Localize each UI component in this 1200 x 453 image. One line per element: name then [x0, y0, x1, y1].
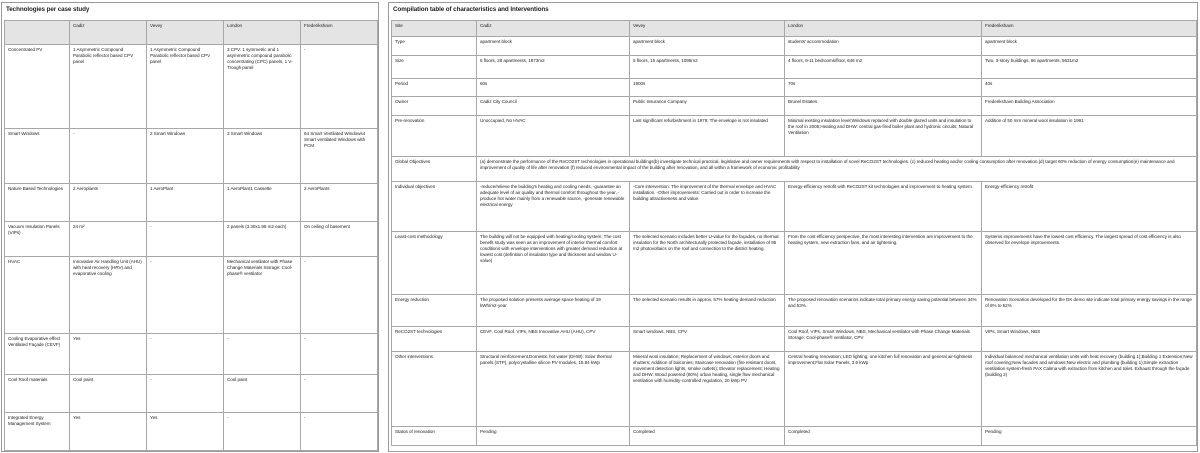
row-label: Size [392, 56, 477, 79]
table-cell: Yes [70, 334, 147, 375]
table-cell: 1 AeroPlant [147, 184, 224, 222]
table-cell: - [224, 413, 301, 451]
row-label: Nature Based Technologies [5, 184, 70, 222]
technologies-per-case-study-panel [1, 2, 379, 452]
table-cell: - [301, 45, 378, 129]
table-cell: Two, 3-story buildings, 66 apartments, 5631m2 [982, 56, 1197, 79]
header-row [392, 21, 1197, 37]
table-row [5, 222, 378, 257]
row-label: Cooling Evaporative effect Ventilated Façade (CEVF) [5, 334, 70, 375]
table-cell: 2 AeroPlants [301, 184, 378, 222]
column-header: Vevey [147, 21, 224, 45]
row-label: Integrated Energy Management System [5, 413, 70, 451]
table-cell: The proposed solution presents average space heating of 19 kWh/m2·year [477, 295, 630, 327]
table-row [392, 232, 1197, 295]
table-cell: CEVF, Cool Roof, VIPs, NBS Innovative AHU (AHU), CPV [477, 327, 630, 352]
table-cell: Yes [147, 413, 224, 451]
table-row [5, 375, 378, 413]
table-cell: 3 Smart Windows [224, 129, 301, 184]
table-cell: Brunel Estates [785, 97, 982, 116]
row-label: Vacuum Insulation Panels (VIPs) [5, 222, 70, 257]
row-label: Global Objectives [392, 157, 477, 182]
table-cell: Pending [477, 427, 630, 446]
table-cell: Last significant refurbishment in 1979; The envelope is not insulated [630, 116, 785, 157]
table-cell: Completed [785, 427, 982, 446]
table-row [392, 116, 1197, 157]
table-row [5, 413, 378, 451]
table-cell: - [147, 375, 224, 413]
table-cell: Renovation Scenarios developed for the DK demo site indicate total primary energy savings in the range of 8% to 52% [982, 295, 1197, 327]
table-row [392, 97, 1197, 116]
table-cell: Yes [70, 413, 147, 451]
table-cell: 2 panels (3.30x1.95 m2 each) [224, 222, 301, 257]
table-cell: - [301, 413, 378, 451]
table-cell: 2 Smart Windows [147, 129, 224, 184]
table-cell: Cool paint [70, 375, 147, 413]
row-label: ReCO2ST technologies [392, 327, 477, 352]
table-row [5, 129, 378, 184]
column-header: London [224, 21, 301, 45]
row-label: Least-cost methodology [392, 232, 477, 295]
table-cell: - [301, 375, 378, 413]
table-cell: Public Insurance Company [630, 97, 785, 116]
table-cell: 1 Asymmetric Compound Parabolic reflector based CPV panel [70, 45, 147, 129]
column-header [5, 21, 70, 45]
table-cell: 2 Aeroplants [70, 184, 147, 222]
table-cell: - [301, 334, 378, 375]
table-cell: Addition of 50 mm mineral wool insulation in 1991 [982, 116, 1197, 157]
row-label: Pre-renovation [392, 116, 477, 157]
row-value-spanning: (a) demonstrate the performance of the ReCO2ST technologies in operational buildings(b) investigate technical practical, legislative and owner requirements with respect to installation of novel ReCO2ST technologies. (c) reduced heating and/or cooling consumption after renovation,(d) target 60% reduction of energy consumption(e) maintenance and improvement of quality of life after renovation (f) reduced environmental impact of the building after renovation, and all within a framework of economic profitability [477, 157, 1197, 182]
table-cell: The proposed renovation scenarios indicate total primary energy saving potential between 34% and 53%. [785, 295, 982, 327]
column-header: Site [392, 21, 477, 37]
table-cell: Pending [982, 427, 1197, 446]
table-cell: - [147, 334, 224, 375]
table-cell: VIPs, Smart Windows, NBS [982, 327, 1197, 352]
table-cell: apartment block [477, 37, 630, 56]
table-row [392, 56, 1197, 79]
table-cell: - [224, 334, 301, 375]
table-cell: Frederikshavn Building Association [982, 97, 1197, 116]
table-cell: Energy-efficiency retrofit with ReCO2ST kit technologies and improvement to heating system. [785, 182, 982, 232]
column-header: London [785, 21, 982, 37]
panel-title: Technologies per case study [6, 6, 90, 13]
table-cell: 5 floors, 28 apartments, 1873m2 [477, 56, 630, 79]
table-cell: 64 Smart Ventilated Windows4 Smart ventilated Windows with PCM [301, 129, 378, 184]
row-label: Concentrated PV [5, 45, 70, 129]
column-header: Cadiz [70, 21, 147, 45]
row-label: Energy reduction [392, 295, 477, 327]
table-cell: -reduce/relieve the building's heating and cooling needs, -guarantee an adequate level of air quality and thermal comfort throughout the year, -produce hot water mainly from a renewable source, -generate renewable electrical energy [477, 182, 630, 232]
row-label: Smart Windows [5, 129, 70, 184]
table-cell: Minimal existing insulation level;Windows replaced with double glazed units and insulation to the roof in 2005;Heating and DHW: central gas-fired boiler plant and hydronic circuits; Natural Ventilation [785, 116, 982, 157]
header-row [5, 21, 378, 45]
table-cell: Smart windows, NBS, CPV [630, 327, 785, 352]
table-cell: apartment block [982, 37, 1197, 56]
table-row [392, 327, 1197, 352]
table-cell: Mineral wool insulation; Replacement of windows, exterior doors and shutters; Addition of balconies; Staircase renovation (fire resistant doors, movement detection lights, smoke outlets); Elevator replacement; Heating and DHW: Wood powered (80%) urban heating, single flow mechanical ventilation with humidity-controlled regulation, 20 kWp PV [630, 352, 785, 427]
row-label: HVAC [5, 257, 70, 334]
table-cell: 1 Asymmetric Compound Parabolic reflector based CPV panel [147, 45, 224, 129]
table-cell: On ceiling of basement [301, 222, 378, 257]
row-label: Status of renovation [392, 427, 477, 446]
table-cell: Systems improvements have the lowest cost efficiency. The largest spread of cost efficiency is also observed for envelope improvements. [982, 232, 1197, 295]
table-cell: 3 CPV: 1 symmetric and 1 asymmetric compound parabolic concentrating (CPC) panels, 1 V-Trough panel [224, 45, 301, 129]
table-cell: 70s [785, 79, 982, 97]
table-cell: 5 floors, 15 apartments, 1095m2 [630, 56, 785, 79]
table-cell: 40s [982, 79, 1197, 97]
table-cell: Individual balanced mechanical ventilation units with heat recovery (building 1);Building 1 Extension;New roof covering;New facades and windows;New electric and plumbing (building 1);Simple extraction ventilation system-fresh PAX Calima with extraction from kitchen and toilet. Exhaust through the façade (building 2) [982, 352, 1197, 427]
table-cell: From the cost efficiency perspective, the most interesting intervention are improvement to the heating system, new extraction fans, and air tightening. [785, 232, 982, 295]
table-cell: The selected scenario results in approx. 57% heating demand reduction [630, 295, 785, 327]
table-cell: Completed [630, 427, 785, 446]
characteristics-table [391, 20, 1197, 446]
table-row [5, 45, 378, 129]
table-cell: - [70, 129, 147, 184]
table-cell: Central heating renovation; LED lighting; one kitchen full renovation and general air-tightness improvement;Flat Solar Panels, 3.6 kWp [785, 352, 982, 427]
table-cell: -Core intervention: The improvement of the thermal envelope and HVAC installation. -Other improvements: Carried out in order to increase the building attractiveness and value. [630, 182, 785, 232]
row-label: Other interventions [392, 352, 477, 427]
table-cell: apartment block [630, 37, 785, 56]
table-row [5, 184, 378, 222]
column-header: Frederikshavn [301, 21, 378, 45]
table-cell: Cadiz City Council [477, 97, 630, 116]
characteristics-interventions-panel [388, 2, 1198, 452]
column-header: Cadiz [477, 21, 630, 37]
table-row [392, 295, 1197, 327]
table-cell: Innovative Air Handling Unit (AHU) with heat recovery (HRV) and evaporative cooling [70, 257, 147, 334]
table-cell: 60s [477, 79, 630, 97]
table-cell: The selected scenario includes better U-value for the façades, no thermal insulation for the North architecturally protected façade, installation of 95 m2 photovoltaics on the roof and connection to the district heating. [630, 232, 785, 295]
row-label: Period [392, 79, 477, 97]
table-row [392, 182, 1197, 232]
table-cell: Cool paint [224, 375, 301, 413]
table-cell: 24 m² [70, 222, 147, 257]
table-cell: Unoccupied, No HVAC [477, 116, 630, 157]
table-cell: 4 floors, 9-11 bedrooms/floor, 646 m2 [785, 56, 982, 79]
table-row [392, 427, 1197, 446]
row-label: Cool Roof materials [5, 375, 70, 413]
table-row [5, 257, 378, 334]
table-cell: Structural reinforcement,Domestic hot water (DHW): Solar thermal panels (STP), polycrystalline silicon PV modules, 15.84 kWp [477, 352, 630, 427]
table-row [392, 79, 1197, 97]
table-row [392, 157, 1197, 182]
table-cell: - [147, 257, 224, 334]
table-row [392, 37, 1197, 56]
row-label: Type [392, 37, 477, 56]
table-cell: Mechanical ventilator with Phase Change Materials Storage: Cool-phase® ventilator [224, 257, 301, 334]
table-cell: Cool Roof, VIPs, Smart Windows, NBS, Mechanical ventilator with Phase Change Materials Storage: Cool-phase® ventilator, CPV [785, 327, 982, 352]
row-label: Individual objectives [392, 182, 477, 232]
column-header: Frederikshavn [982, 21, 1197, 37]
table-row [392, 352, 1197, 427]
table-cell: students' accommodation [785, 37, 982, 56]
technologies-table [4, 20, 378, 451]
table-cell: Energy-efficiency retrofit [982, 182, 1197, 232]
table-cell: The building will not be equipped with heating/cooling system; The cost benefit study was seen as an improvement of interior thermal comfort conditions with envelope interventions with greater demand reduction at lowest cost (definition of insulation type and thickness and window U-value) [477, 232, 630, 295]
row-label: Owner [392, 97, 477, 116]
table-cell: - [301, 257, 378, 334]
column-header: Vevey [630, 21, 785, 37]
table-cell: 1 AeroPlant1 Cassette [224, 184, 301, 222]
table-cell: 1900s [630, 79, 785, 97]
table-cell: - [147, 222, 224, 257]
panel-title: Compilation table of characteristics and Interventions [393, 6, 549, 13]
table-row [5, 334, 378, 375]
